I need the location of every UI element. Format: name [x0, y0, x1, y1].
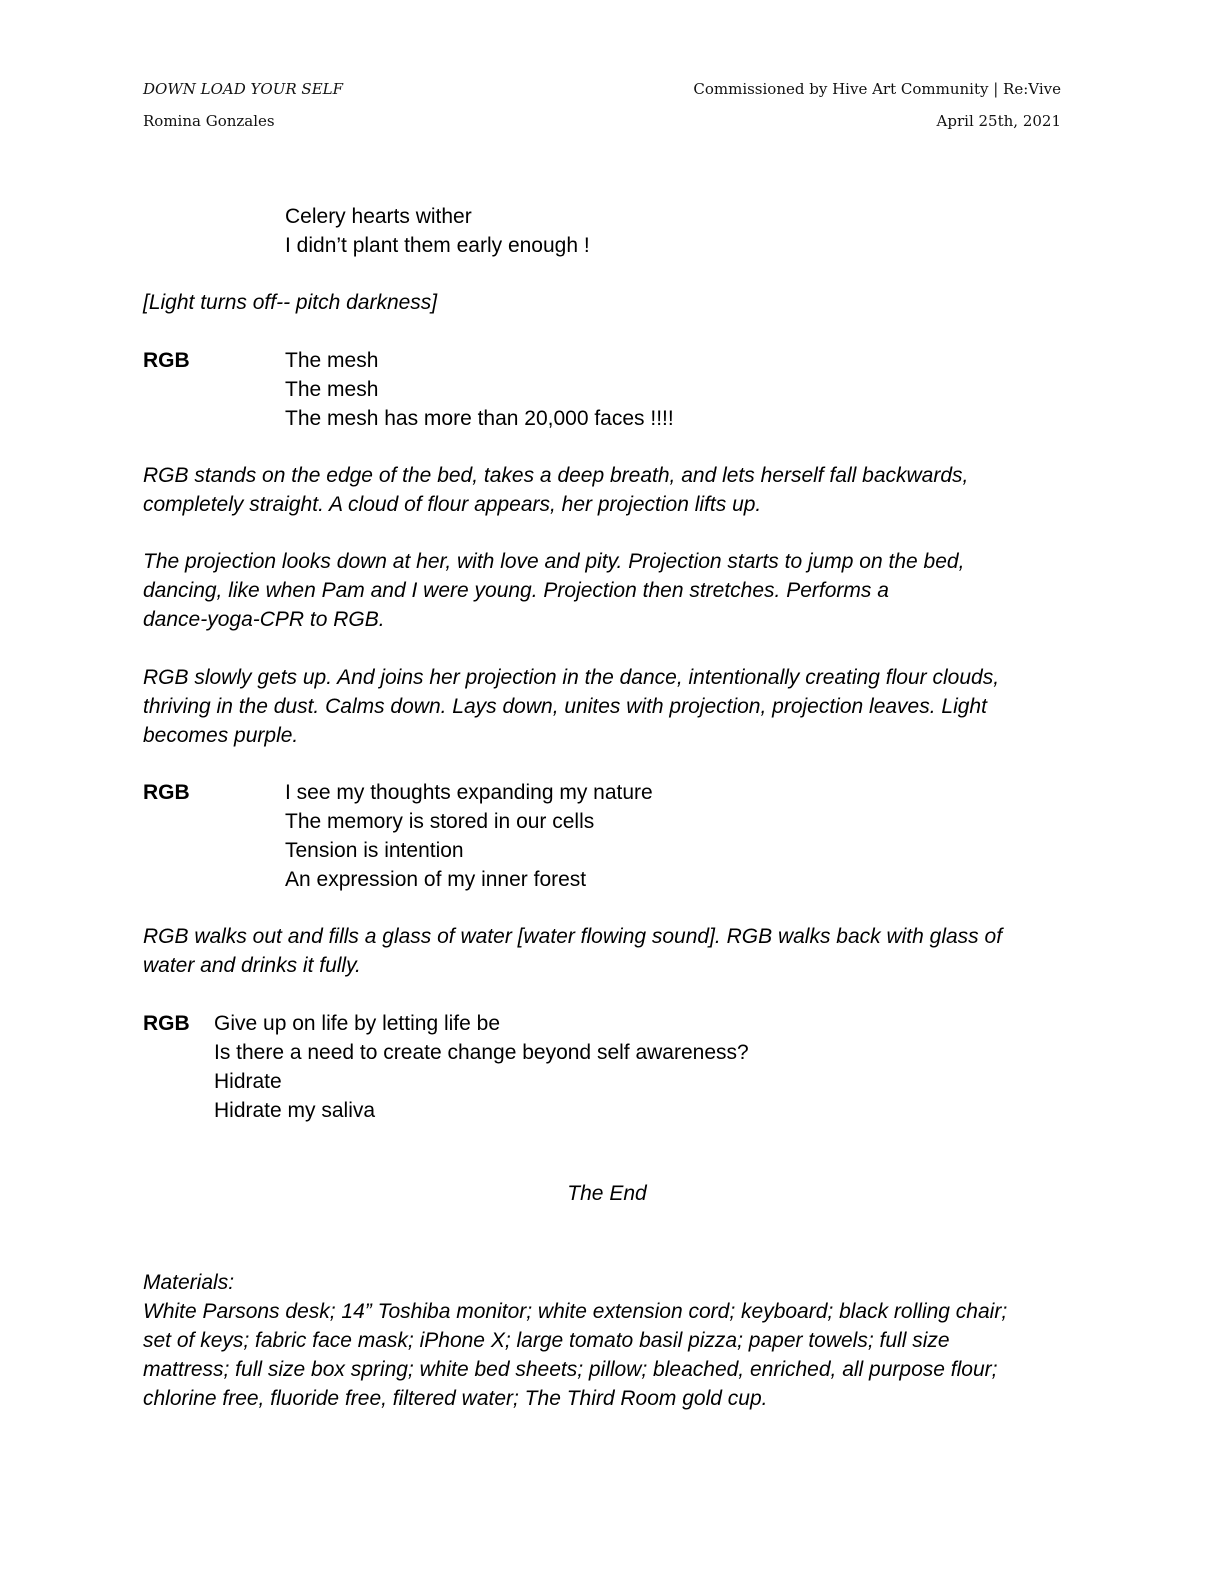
verse-line: Hidrate my saliva	[214, 1099, 376, 1122]
author-name: Romina Gonzales	[143, 112, 275, 130]
verse-line: An expression of my inner forest	[285, 868, 587, 891]
speaker-label: RGB	[143, 349, 190, 372]
verse-celery	[285, 202, 590, 260]
verse-line: Is there a need to create change beyond self awareness?	[214, 1041, 749, 1064]
commission-credit: Commissioned by Hive Art Community | Re:Vive	[693, 80, 1061, 98]
the-end: The End	[567, 1182, 647, 1205]
speaker-label: RGB	[143, 1012, 190, 1035]
materials-line: mattress; full size box spring; white bed sheets; pillow; bleached, enriched, all purpose flour;	[143, 1358, 998, 1381]
materials-line: set of keys; fabric face mask; iPhone X; large tomato basil pizza; paper towels; full size	[143, 1329, 950, 1352]
materials-label: Materials:	[143, 1271, 235, 1294]
materials-list	[143, 1268, 1063, 1413]
stage-direction-fall: RGB stands on the edge of the bed, takes a deep breath, and lets herself fall backwards, completely straight. A cloud of flour appears, her projection lifts up.	[143, 464, 969, 516]
verse-line: The mesh	[285, 349, 379, 372]
stage-direction-dance: RGB slowly gets up. And joins her projection in the dance, intentionally creating flour clouds, thriving in the dust. Calms down. Lays down, unites with projection, projection leaves. Light becomes purple.	[143, 666, 1000, 747]
stage-direction-projection: The projection looks down at her, with love and pity. Projection starts to jump on the bed, dancing, like when Pam and I were young. Projection then stretches. Performs a dance-yoga-CPR to RGB.	[143, 550, 965, 631]
verse-line: I see my thoughts expanding my nature	[285, 781, 653, 804]
play-title: DOWN LOAD YOUR SELF	[143, 80, 344, 98]
verse-line: The mesh has more than 20,000 faces !!!!	[285, 407, 674, 430]
verse-line: The mesh	[285, 378, 379, 401]
materials-line: chlorine free, fluoride free, filtered water; The Third Room gold cup.	[143, 1387, 768, 1410]
verse-thoughts	[285, 778, 653, 894]
verse-line: The memory is stored in our cells	[285, 810, 595, 833]
verse-line: Give up on life by letting life be	[214, 1012, 501, 1035]
materials-line: White Parsons desk; 14” Toshiba monitor; white extension cord; keyboard; black rolling chair;	[143, 1300, 1008, 1323]
verse-line: Celery hearts wither	[285, 205, 472, 228]
verse-mesh	[285, 346, 674, 433]
verse-line: Hidrate	[214, 1070, 282, 1093]
stage-direction-light: [Light turns off-- pitch darkness]	[143, 291, 438, 314]
verse-hidrate	[214, 1009, 749, 1125]
stage-direction-water: RGB walks out and fills a glass of water [water flowing sound]. RGB walks back with glass of water and drinks it fully.	[143, 925, 1003, 977]
date: April 25th, 2021	[936, 112, 1061, 130]
verse-line: Tension is intention	[285, 839, 464, 862]
verse-line: I didn’t plant them early enough !	[285, 234, 590, 257]
speaker-label: RGB	[143, 781, 190, 804]
